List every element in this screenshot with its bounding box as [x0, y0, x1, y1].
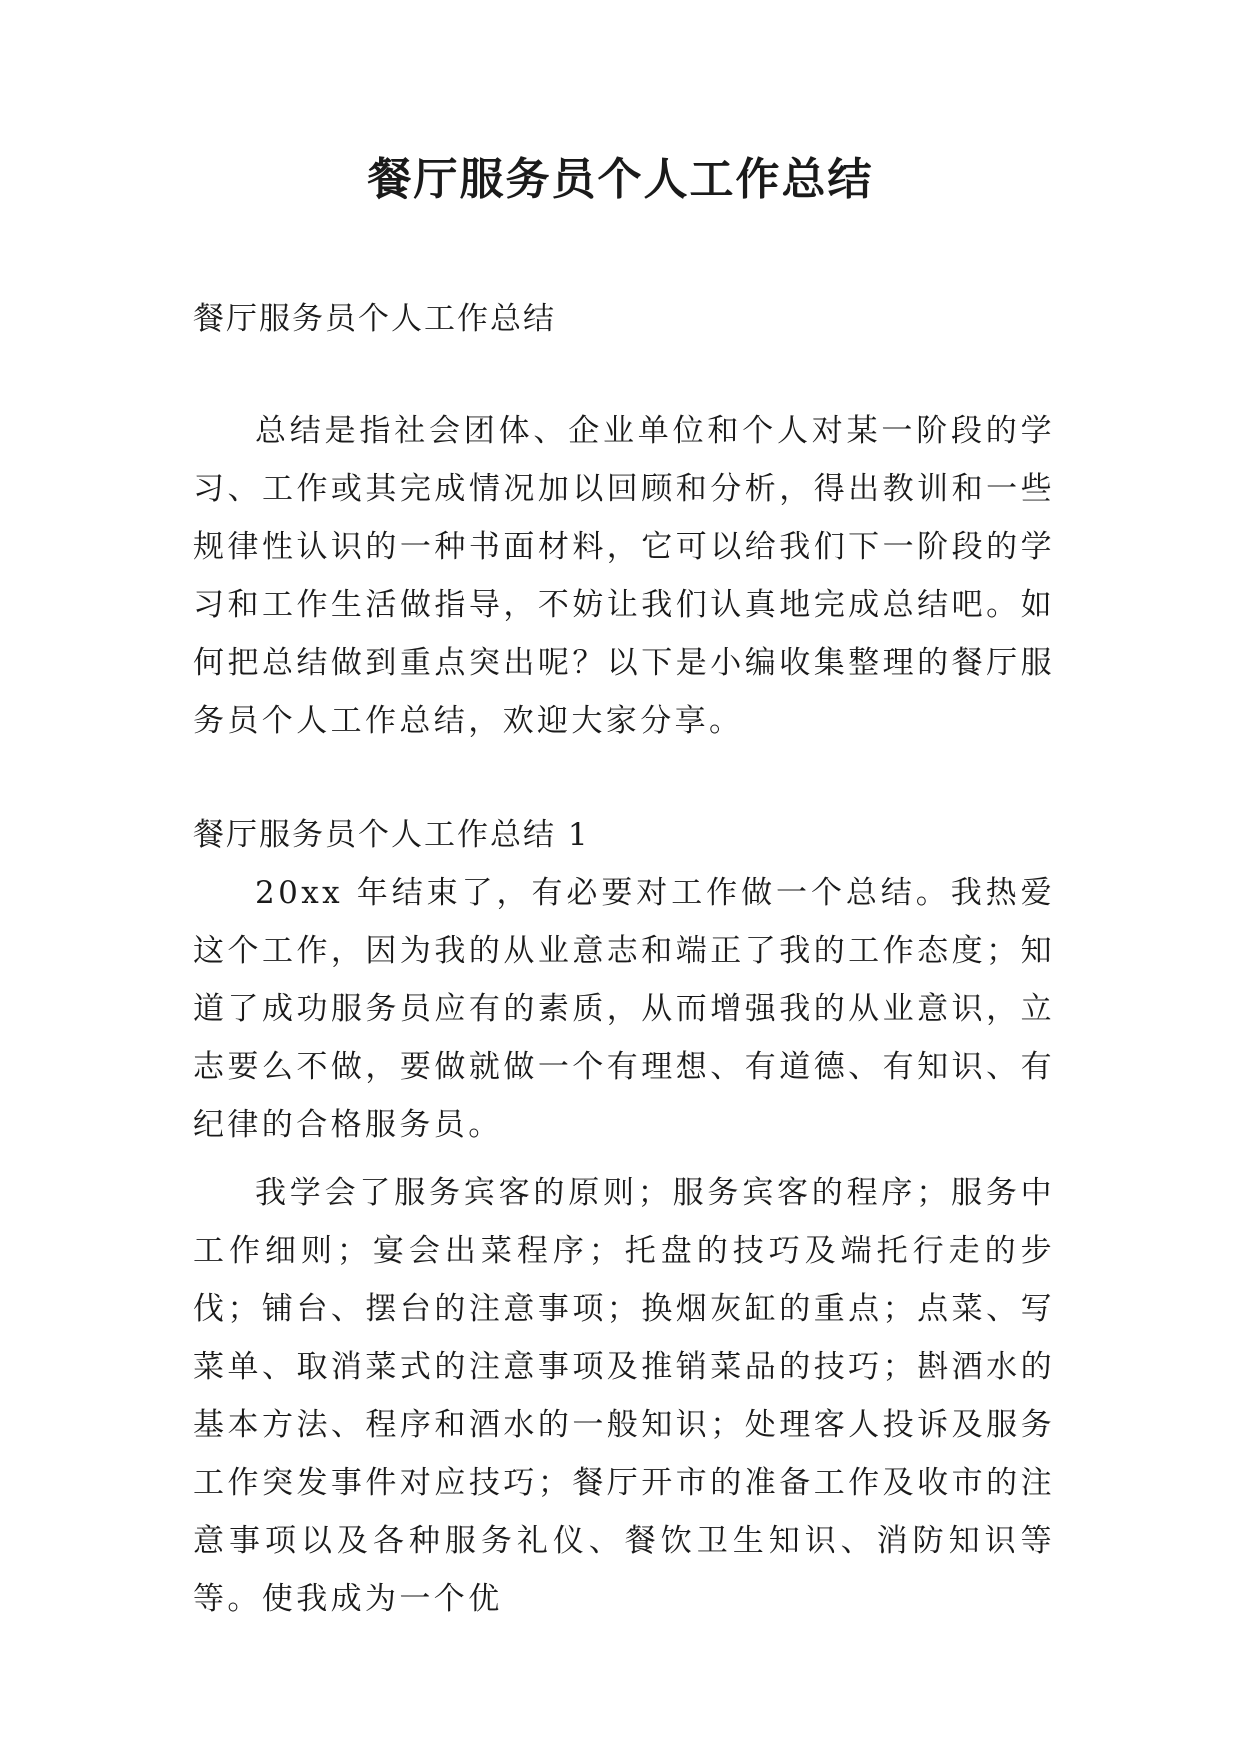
document-body: [193, 290, 1055, 1628]
spacer: [193, 750, 1055, 806]
spacer: [193, 348, 1055, 402]
section-heading: 餐厅服务员个人工作总结 1: [193, 817, 590, 853]
section-paragraph: 我学会了服务宾客的原则；服务宾客的程序；服务中工作细则；宴会出菜程序；托盘的技巧及端托行走的步伐；铺台、摆台的注意事项；换烟灰缸的重点；点菜、写菜单、取消菜式的注意事项及推销菜品的技巧；斟酒水的基本方法、程序和酒水的一般知识；处理客人投诉及服务工作突发事件对应技巧；餐厅开市的准备工作及收市的注意事项以及各种服务礼仪、餐饮卫生知识、消防知识等等。使我成为一个优: [193, 1175, 1055, 1617]
spacer: [193, 1154, 1055, 1164]
intro-paragraph: 总结是指社会团体、企业单位和个人对某一阶段的学习、工作或其完成情况加以回顾和分析，得出教训和一些规律性认识的一种书面材料，它可以给我们下一阶段的学习和工作生活做指导，不妨让我们认真地完成总结吧。如何把总结做到重点突出呢？以下是小编收集整理的餐厅服务员个人工作总结，欢迎大家分享。: [193, 413, 1055, 739]
document-title: 餐厅服务员个人工作总结: [367, 154, 874, 205]
section-paragraph: 20xx 年结束了，有必要对工作做一个总结。我热爱这个工作，因为我的从业意志和端正了我的工作态度；知道了成功服务员应有的素质，从而增强我的从业意识，立志要么不做，要做就做一个有理想、有道德、有知识、有纪律的合格服务员。: [193, 875, 1055, 1143]
document-subtitle: 餐厅服务员个人工作总结: [193, 301, 556, 337]
